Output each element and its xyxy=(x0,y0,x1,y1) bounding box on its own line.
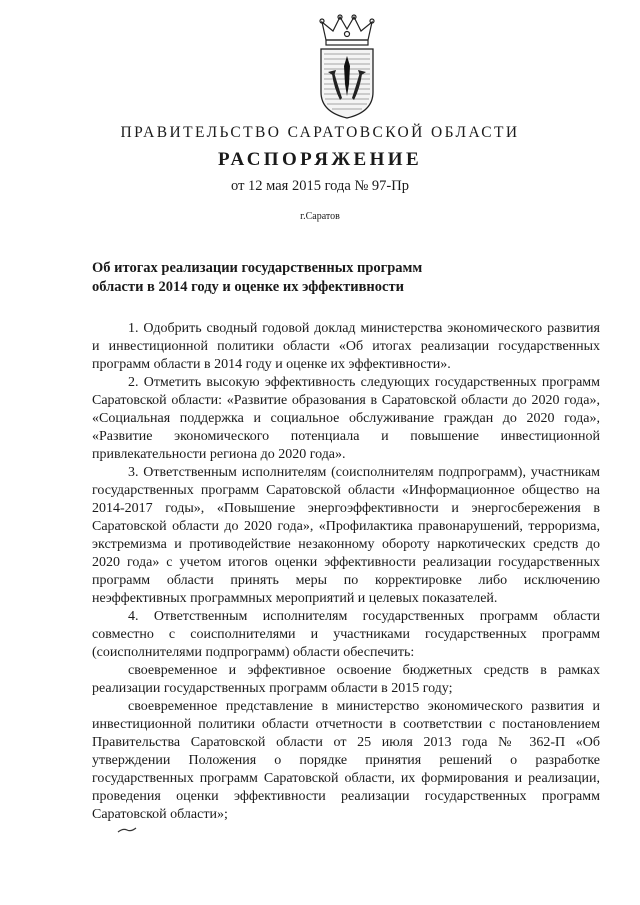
paragraph-4: 4. Ответственным исполнителям государственных программ области совместно с соисполнителями и участниками государственных программ (соисполнителями подпрограмм) области обеспечить: xyxy=(92,609,600,660)
document-date-number: от 12 мая 2015 года № 97-Пр xyxy=(231,178,409,194)
title-line-2: области в 2014 году и оценке их эффективности xyxy=(92,279,404,295)
paragraph-3: 3. Ответственным исполнителям (соисполнителям подпрограмм), участникам государственных программ Саратовской области «Информационное общество на 2014-2017 годы», «Повышение энергоэффективности и энергосбережения в Саратовской области до 2020 года», «Профилактика правонарушений, терроризма, экстремизма и противодействие незаконному обороту наркотических средств до 2020 года» с учетом итогов оценки эффективности реализации государственных программ области принять меры по корректировке либо исключению неэффективных программных мероприятий и целевых показателей. xyxy=(92,465,600,606)
pen-mark-icon xyxy=(117,826,137,834)
saratov-coat-of-arms-emblem xyxy=(314,14,380,120)
government-name: ПРАВИТЕЛЬСТВО САРАТОВСКОЙ ОБЛАСТИ xyxy=(120,124,520,141)
crown-icon xyxy=(320,15,374,45)
paragraph-4-item-1: своевременное и эффективное освоение бюджетных средств в рамках реализации государственных программ области в 2015 году; xyxy=(92,663,600,696)
paragraph-4-item-2: своевременное представление в министерство экономического развития и инвестиционной политики области отчетности в соответствии с постановлением Правительства Саратовской области от 25 июля 2013 года № 362-П «Об утверждении Положения о порядке принятия решений о разработке государственных программ Саратовской области, их формирования и реализации, проведения оценки эффективности реализации государственных программ Саратовской области»; xyxy=(92,699,600,822)
document-city: г.Саратов xyxy=(300,211,340,222)
paragraph-2: 2. Отметить высокую эффективность следующих государственных программ Саратовской области: «Развитие образования в Саратовской области до 2020 года», «Социальная поддержка и социальное обслуживание граждан до 2020 года», «Развитие экономического потенциала и повышение инвестиционной привлекательности региона до 2020 года». xyxy=(92,375,600,462)
document-type: РАСПОРЯЖЕНИЕ xyxy=(217,149,423,170)
shield-icon xyxy=(321,49,373,118)
document-body xyxy=(92,320,600,824)
title-line-1: Об итогах реализации государственных программ xyxy=(92,260,423,276)
document-title xyxy=(92,259,512,297)
paragraph-1: 1. Одобрить сводный годовой доклад министерства экономического развития и инвестиционной политики области «Об итогах реализации государственных программ области в 2014 году и оценке их эффективности». xyxy=(92,321,600,372)
